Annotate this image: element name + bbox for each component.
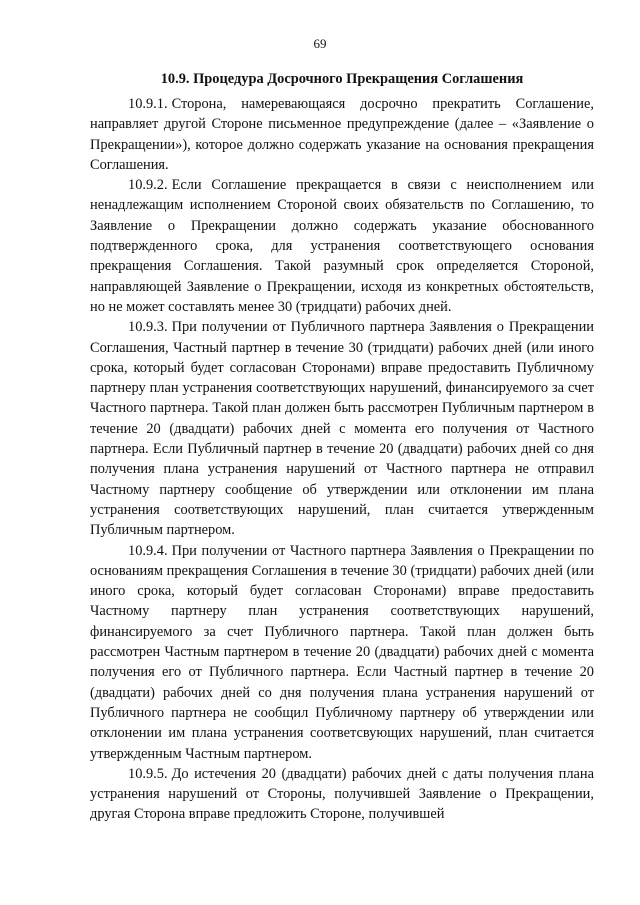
paragraph-number: 10.9.3. bbox=[128, 319, 168, 336]
paragraph-text: Если Соглашение прекращается в связи с неисполнением или ненадлежащим исполнением Стороной своих обязательств по Соглашению, то Заявление о Прекращении должно содержать указание обоснованного подтвержденного срока, для устранения соответствующего основания прекращения Соглашения. Такой разумный срок определяется Стороной, направляющей Заявление о Прекращении, исходя из конкретных обстоятельств, но не может составлять менее 30 (тридцати) рабочих дней. bbox=[90, 177, 594, 315]
paragraph-text: При получении от Публичного партнера Заявления о Прекращении Соглашения, Частный партнер в течение 30 (тридцати) рабочих дней (или иного срока, который будет согласован Сторонами) вправе предоставить Публичному партнеру план устранения соответствующих нарушений, финансируемого за счет Частного партнера. Такой план должен быть рассмотрен Публичным партнером в течение 20 (двадцати) рабочих дней с момента его получения от Частного партнера. Если Публичный партнер в течение 20 (двадцати) рабочих дней со дня получения плана устранения нарушений от Частного партнера не отправил Частному партнеру сообщение об утверждении или отклонении им плана устранения соответствующих нарушений, план считается утвержденным Публичным партнером. bbox=[90, 319, 594, 539]
paragraph-10-9-2 bbox=[90, 175, 594, 317]
paragraph-text: Сторона, намеревающаяся досрочно прекратить Соглашение, направляет другой Стороне письменное предупреждение (далее – «Заявление о Прекращении»), которое должно содержать указание на основания прекращения Соглашения. bbox=[90, 96, 594, 173]
page-number: 69 bbox=[313, 36, 327, 51]
paragraph-number: 10.9.1. bbox=[128, 96, 168, 112]
paragraph-10-9-5 bbox=[90, 764, 594, 825]
paragraph-number: 10.9.4. bbox=[128, 542, 168, 559]
document-body bbox=[90, 94, 594, 825]
paragraph-number: 10.9.2. bbox=[128, 177, 168, 194]
paragraph-10-9-3 bbox=[90, 317, 594, 540]
paragraph-number: 10.9.5. bbox=[128, 765, 168, 782]
paragraph-10-9-1 bbox=[90, 94, 594, 175]
paragraph-10-9-4 bbox=[90, 541, 594, 764]
section-heading: 10.9. Процедура Досрочного Прекращения Соглашения bbox=[160, 71, 524, 87]
paragraph-text: До истечения 20 (двадцати) рабочих дней с даты получения плана устранения нарушений от Стороны, получившей Заявление о Прекращении, другая Сторона вправе предложить Стороне, получившей bbox=[90, 765, 594, 823]
paragraph-text: При получении от Частного партнера Заявления о Прекращении по основаниям прекращения Соглашения в течение 30 (тридцати) рабочих дней (или иного срока, который будет согласован Сторонами) вправе предоставить Частному партнеру план устранения соответствующих нарушений, финансируемого за счет Публичного партнера. Такой план должен быть рассмотрен Частным партнером в течение 20 (двадцати) рабочих дней с момента получения его от Публичного партнера. Если Частный партнер в течение 20 (двадцати) рабочих дней со дня получения плана устранения нарушений от Публичного партнера не сообщил Публичному партнеру об утверждении или отклонении им плана устранения соответсвующих нарушений, план считается утвержденным Частным партнером. bbox=[90, 542, 594, 762]
